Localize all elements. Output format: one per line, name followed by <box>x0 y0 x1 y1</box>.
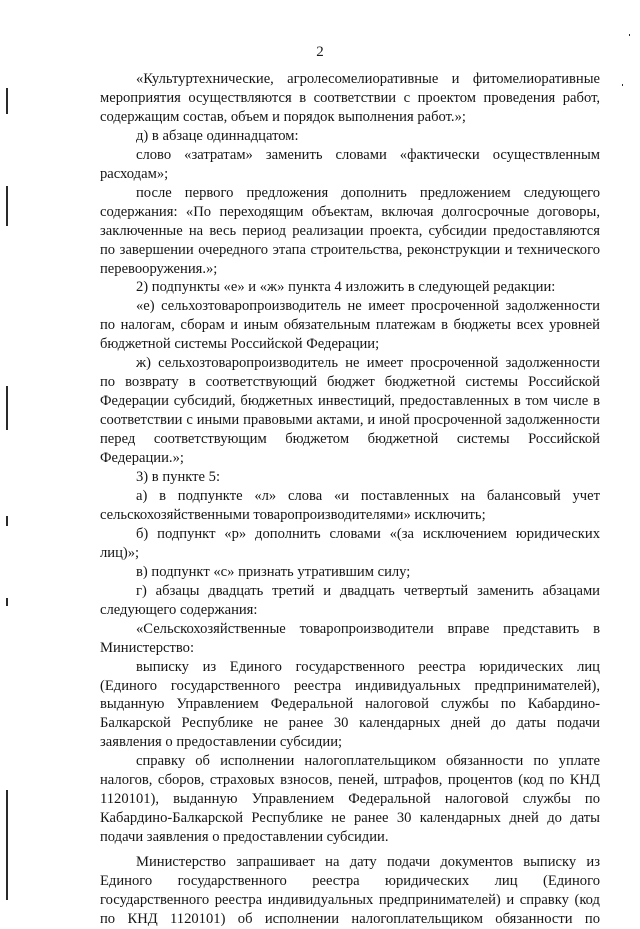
scan-mark <box>629 34 630 36</box>
paragraph: д) в абзаце одиннадцатом: <box>136 127 299 144</box>
scan-mark <box>622 84 623 86</box>
scan-mark <box>6 598 8 606</box>
paragraph: б) подпункт «р» дополнить словами «(за исключением юридических лиц)»; <box>100 525 600 561</box>
scan-mark <box>6 386 8 430</box>
paragraph: ж) сельхозтоваропроизводитель не имеет просроченной задолженности по возврату в соответствующий бюджет бюджетной системы Российской Федерации субсидий, бюджетных инвестиций, предоставленных в том числе в соответствии с иными правовыми актами, и иной просроченной задолженности перед соответствующим бюджетом бюджетной системы Российской Федерации.»; <box>100 355 600 467</box>
paragraph: «е) сельхозтоваропроизводитель не имеет просроченной задолженности по налогам, сборам и иным обязательным платежам в бюджеты всех уровней бюджетной системы Российской Федерации; <box>100 298 600 353</box>
paragraph: выписку из Единого государственного реестра юридических лиц (Единого государственного реестра индивидуальных предпринимателей), выданную Управлением Федеральной налоговой службы по Кабардино-Балкарской Республике не ранее 30 календарных дней до даты подачи заявления о предоставлении субсидии; <box>100 658 600 751</box>
paragraph: справку об исполнении налогоплательщиком обязанности по уплате налогов, сборов, страховых взносов, пеней, штрафов, процентов (код по КНД 1120101), выданную Управлением Федеральной налоговой службы по Кабардино-Балкарской Республике не ранее 30 календарных дней до даты подачи заявления о предоставлении субсидии. <box>100 753 600 846</box>
document-body <box>100 70 600 929</box>
paragraph: слово «затратам» заменить словами «фактически осуществленным расходам»; <box>100 146 600 182</box>
paragraph: в) подпункт «с» признать утратившим силу; <box>136 563 411 580</box>
paragraph: 2) подпункты «е» и «ж» пункта 4 изложить в следующей редакции: <box>136 279 556 296</box>
scan-mark <box>6 186 8 226</box>
paragraph: г) абзацы двадцать третий и двадцать четвертый заменить абзацами следующего содержания: <box>100 582 600 618</box>
scan-mark <box>6 516 8 526</box>
page-number: 2 <box>316 44 324 60</box>
paragraph: Министерство запрашивает на дату подачи документов выписку из Единого государственного реестра юридических лиц (Единого государственного реестра индивидуальных предпринимателей) и справку (код по КНД 1120101) об исполнении налогоплательщиком обязанности по <box>100 854 600 927</box>
paragraph: 3) в пункте 5: <box>136 469 221 486</box>
paragraph: «Культуртехнические, агролесомелиоративные и фитомелиоративные мероприятия осуществляются в соответствии с проектом проведения работ, содержащим состав, объем и порядок выполнения работ.»; <box>100 71 600 125</box>
paragraph: а) в подпункте «л» слова «и поставленных на балансовый учет сельскохозяйственными товаропроизводителями» исключить; <box>100 487 600 523</box>
paragraph: после первого предложения дополнить предложением следующего содержания: «По переходящим объектам, включая долгосрочные договоры, заключенные на весь период реализации проекта, субсидии предоставляются по завершении очередного этапа строительства, реконструкции и технического перевооружения.»; <box>100 184 600 277</box>
scan-mark <box>6 790 8 900</box>
paragraph: «Сельскохозяйственные товаропроизводители вправе представить в Министерство: <box>100 620 600 656</box>
scan-mark <box>6 88 8 114</box>
